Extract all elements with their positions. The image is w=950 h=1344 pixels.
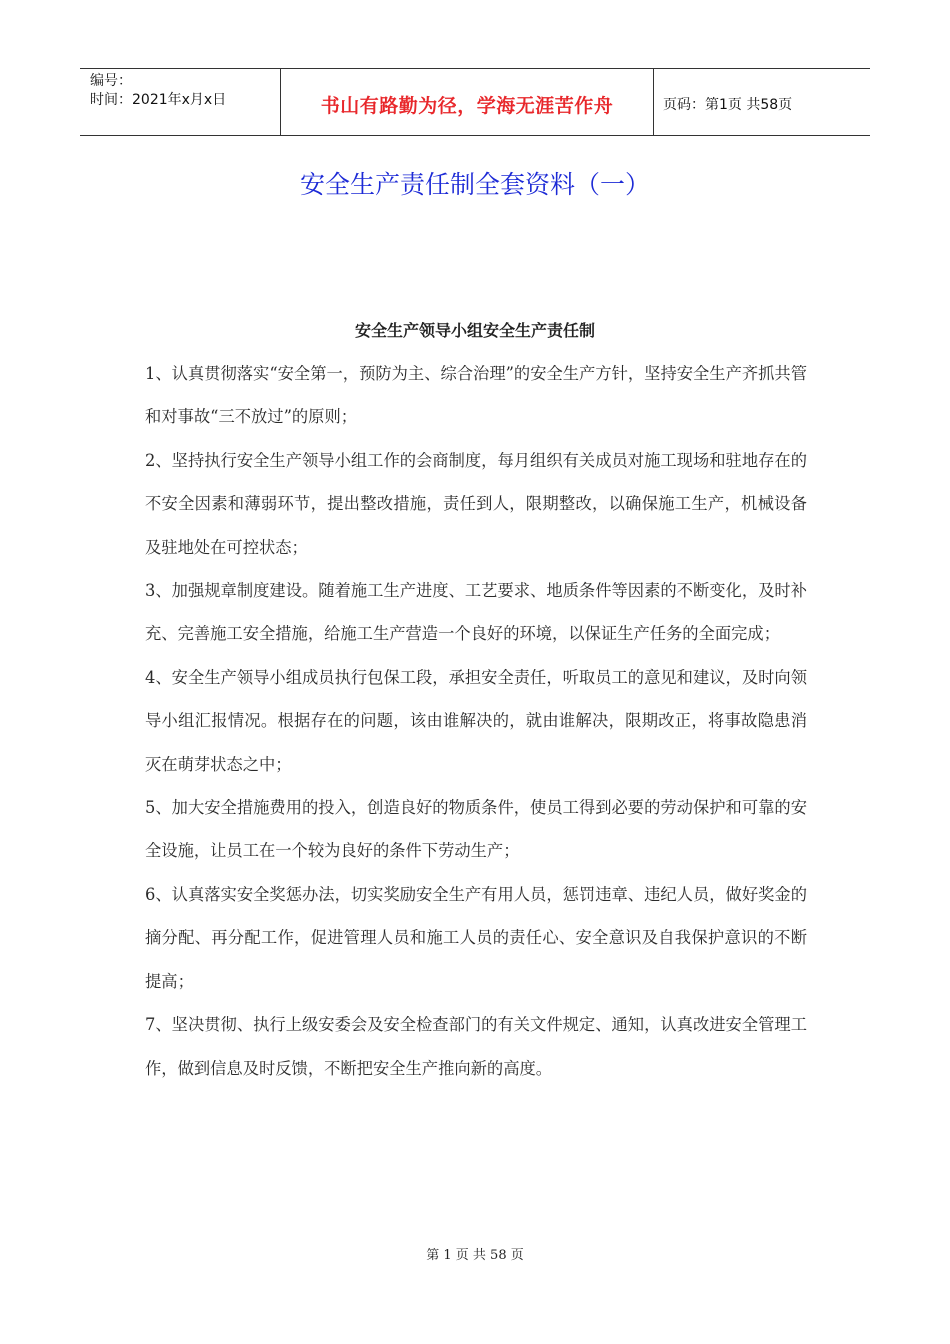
- header-motto: 书山有路勤为径，学海无涯苦作舟: [320, 94, 614, 117]
- document-title: 安全生产责任制全套资料（一）: [299, 170, 650, 199]
- header-motto-cell: [281, 69, 654, 135]
- paragraph-6: 6、认真落实安全奖惩办法，切实奖励安全生产有用人员，惩罚违章、违纪人员，做好奖金的摘分配、再分配工作，促进管理人员和施工人员的责任心、安全意识及自我保护意识的不断提高；: [145, 884, 807, 991]
- document-time-label: 时间：2021年x月x日: [90, 92, 227, 108]
- section-title: 安全生产领导小组安全生产责任制: [354, 321, 595, 340]
- paragraph-1: 1、认真贯彻落实“安全第一，预防为主、综合治理”的安全生产方针，坚持安全生产齐抓共管和对事故“三不放过”的原则；: [145, 364, 807, 427]
- paragraph-3: 3、加强规章制度建设。随着施工生产进度、工艺要求、地质条件等因素的不断变化，及时补充、完善施工安全措施，给施工生产营造一个良好的环境，以保证生产任务的全面完成；: [145, 581, 807, 644]
- header-page-info: 页码：第1页 共58页: [663, 97, 793, 113]
- header-meta: [80, 69, 281, 135]
- document-body: [145, 352, 807, 1090]
- paragraph-5: 5、加大安全措施费用的投入，创造良好的物质条件，使员工得到必要的劳动保护和可靠的安全设施，让员工在一个较为良好的条件下劳动生产；: [145, 798, 807, 861]
- page-header: [80, 68, 870, 136]
- paragraph-2: 2、坚持执行安全生产领导小组工作的会商制度，每月组织有关成员对施工现场和驻地存在的不安全因素和薄弱环节，提出整改措施，责任到人，限期整改，以确保施工生产，机械设备及驻地处在可控状态；: [145, 450, 807, 557]
- paragraph-7: 7、坚决贯彻、执行上级安委会及安全检查部门的有关文件规定、通知，认真改进安全管理工作，做到信息及时反馈，不断把安全生产推向新的高度。: [145, 1015, 807, 1078]
- document-number-label: 编号：: [90, 73, 132, 89]
- paragraph-4: 4、安全生产领导小组成员执行包保工段，承担安全责任，听取员工的意见和建议，及时向领导小组汇报情况。根据存在的问题，该由谁解决的，就由谁解决，限期改正，将事故隐患消灭在萌芽状态之中；: [145, 667, 807, 774]
- page-footer: 第 1 页 共 58 页: [426, 1248, 524, 1263]
- header-page-info-cell: [654, 69, 870, 135]
